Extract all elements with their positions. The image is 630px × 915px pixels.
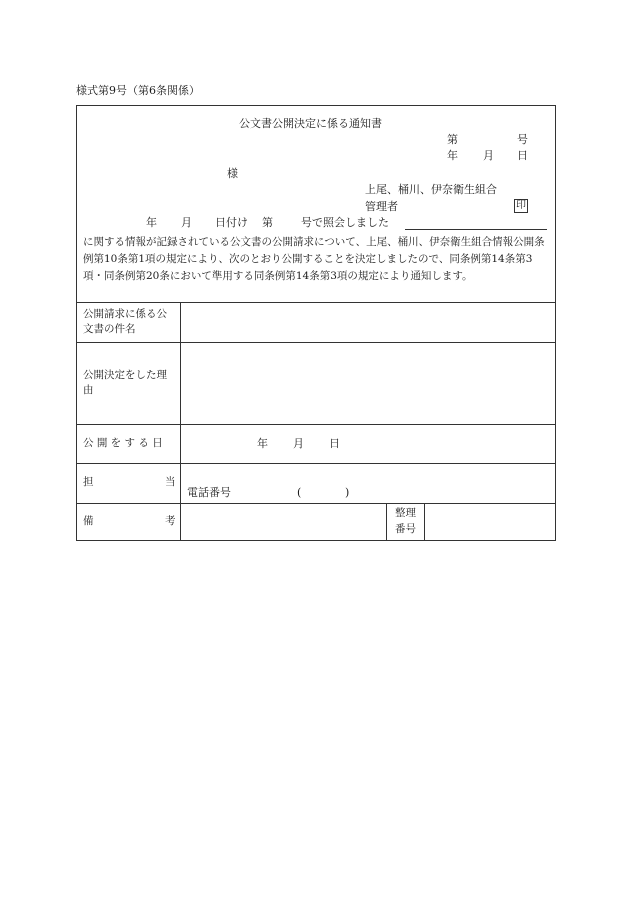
disclosure-date-year: 年 — [257, 437, 268, 450]
addressee-sama: 様 — [227, 167, 238, 180]
ref-year: 年 — [146, 216, 157, 229]
phone-open-paren: ( — [297, 486, 302, 499]
ref-go-query: 号で照会しました — [301, 216, 389, 229]
phone-label: 電話番号 — [187, 486, 231, 499]
remarks-label-first: 備 — [83, 515, 94, 527]
doc-number-dai: 第 — [447, 133, 458, 146]
subject-blank-line — [405, 229, 547, 230]
reference-number-label-bottom: 番号 — [395, 523, 416, 535]
reference-number-label-top: 整理 — [395, 507, 416, 519]
ref-dated: 日付け — [215, 216, 248, 229]
remarks-label-second: 考 — [165, 515, 176, 527]
date-day: 日 — [517, 149, 528, 162]
disclosure-date-label: 公 開 を す る 日 — [83, 437, 163, 449]
disclosure-date-month: 月 — [293, 437, 304, 450]
ref-dai: 第 — [262, 216, 273, 229]
date-year: 年 — [447, 149, 458, 162]
doc-number-go: 号 — [517, 133, 528, 146]
remarks-field[interactable] — [181, 504, 385, 540]
contact-label-second: 当 — [165, 476, 176, 488]
notice-body-text: に関する情報が記録されている公文書の公開請求について、上尾、桶川、伊奈衛生組合情報公開条例第10条第1項の規定により、次のとおり公開することを決定しましたので、同条例第14条第3項・同条例第20条において準用する同条例第14条第3項の規定により通知します。 — [83, 236, 545, 282]
document-name-field[interactable] — [181, 303, 555, 341]
row-divider-2 — [77, 424, 555, 425]
sender-title: 管理者 — [365, 200, 398, 213]
contact-label-first: 担 — [83, 476, 94, 488]
sender-org: 上尾、桶川、伊奈衛生組合 — [365, 183, 497, 196]
phone-close-paren: ) — [345, 486, 350, 499]
date-month: 月 — [483, 149, 494, 162]
notice-form — [76, 105, 556, 541]
disclosure-date-day: 日 — [329, 437, 340, 450]
form-title: 公文書公開決定に係る通知書 — [239, 117, 382, 130]
row-divider-3 — [77, 463, 555, 464]
remarks-divider-1 — [386, 503, 387, 541]
reason-field[interactable] — [181, 343, 555, 423]
form-label: 様式第9号（第6条関係） — [76, 84, 200, 97]
ref-month: 月 — [181, 216, 192, 229]
reason-label: 公開決定をした理由 — [83, 369, 167, 396]
document-name-label: 公開請求に係る公文書の件名 — [83, 308, 167, 335]
seal-mark: 印 — [516, 200, 526, 211]
reference-number-field[interactable] — [425, 504, 555, 540]
